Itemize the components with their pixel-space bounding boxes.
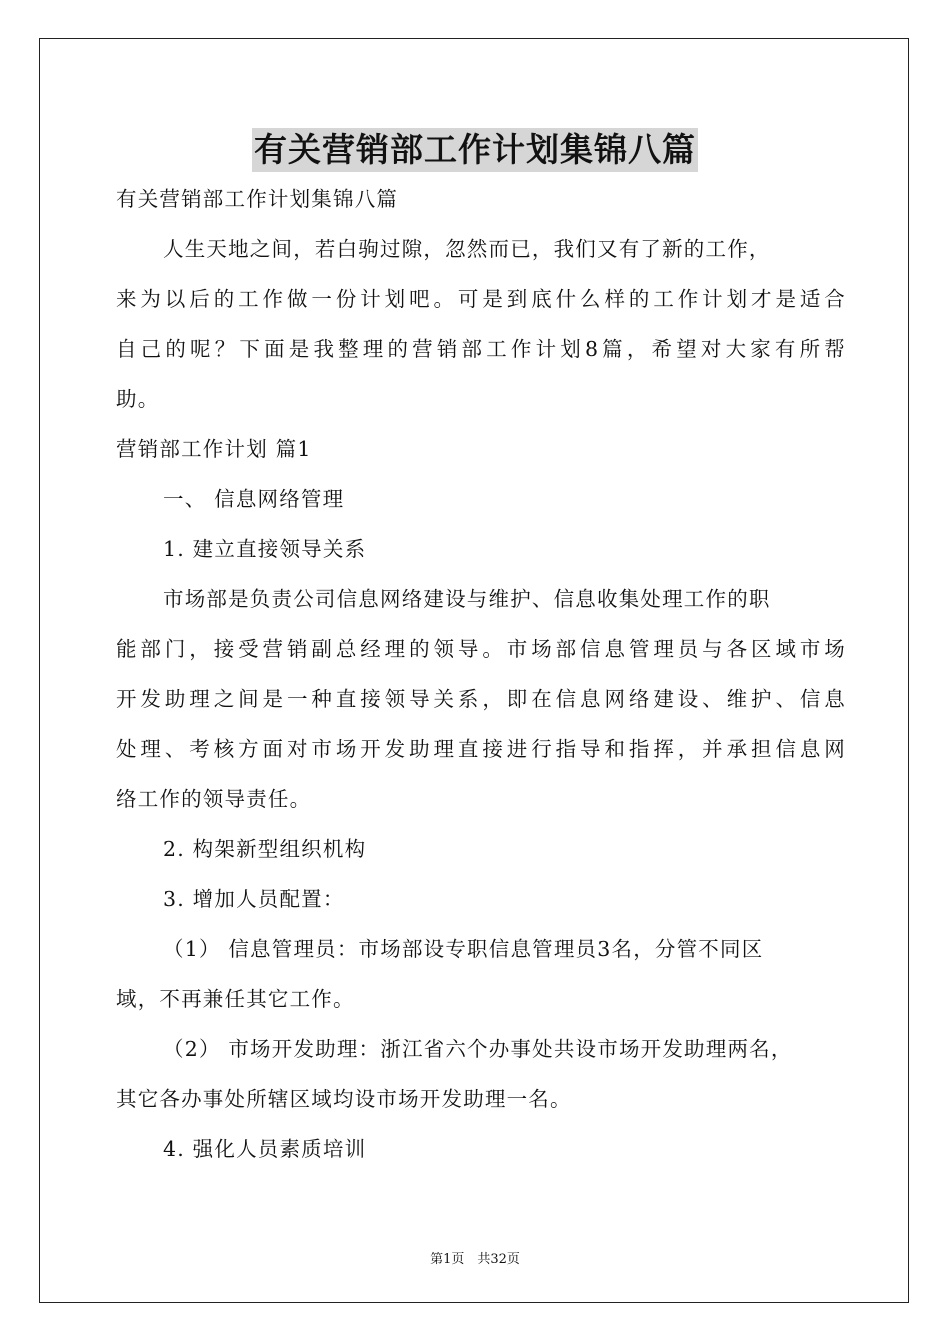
paragraph-line: 处理、考核方面对市场开发助理直接进行指导和指挥，并承担信息网: [116, 737, 846, 761]
paragraph-line: 人生天地之间，若白驹过隙，忽然而已，我们又有了新的工作，: [163, 237, 771, 261]
title-wrap: [0, 128, 950, 172]
paragraph-line: （1） 信息管理员：市场部设专职信息管理员3名，分管不同区: [163, 937, 764, 961]
paragraph-line: 其它各办事处所辖区域均设市场开发助理一名。: [116, 1087, 572, 1111]
paragraph-line: 络工作的领导责任。: [116, 787, 312, 811]
item-heading: 2. 构架新型组织机构: [163, 837, 367, 861]
page-footer: 第1页 共32页: [430, 1252, 520, 1267]
paragraph-line: 来为以后的工作做一份计划吧。可是到底什么样的工作计划才是适合: [116, 287, 846, 311]
paragraph-line: 能部门，接受营销副总经理的领导。市场部信息管理员与各区域市场: [116, 637, 846, 661]
paragraph-line: 助。: [116, 387, 160, 411]
subsection-heading: 一、 信息网络管理: [163, 487, 345, 511]
item-heading: 1. 建立直接领导关系: [163, 537, 367, 561]
paragraph-line: 域，不再兼任其它工作。: [116, 987, 355, 1011]
section-heading: 营销部工作计划 篇1: [116, 437, 312, 461]
subtitle-line: 有关营销部工作计划集锦八篇: [116, 187, 399, 211]
item-heading: 3. 增加人员配置：: [163, 887, 345, 911]
paragraph-line: 自己的呢？下面是我整理的营销部工作计划8篇，希望对大家有所帮: [116, 337, 846, 361]
paragraph-line: （2） 市场开发助理：浙江省六个办事处共设市场开发助理两名，: [163, 1037, 793, 1061]
item-heading: 4. 强化人员素质培训: [163, 1137, 367, 1161]
paragraph-line: 市场部是负责公司信息网络建设与维护、信息收集处理工作的职: [163, 587, 771, 611]
paragraph-line: 开发助理之间是一种直接领导关系，即在信息网络建设、维护、信息: [116, 687, 846, 711]
document-title: 有关营销部工作计划集锦八篇: [252, 128, 698, 172]
